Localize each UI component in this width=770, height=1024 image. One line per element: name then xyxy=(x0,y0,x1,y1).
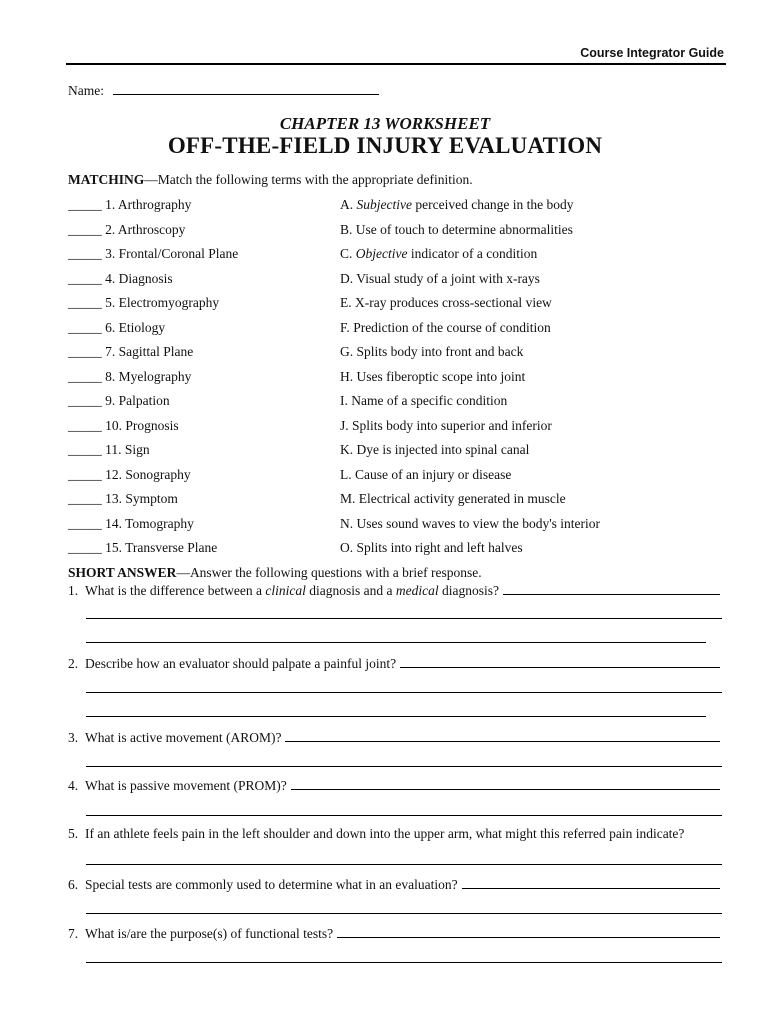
question-number: 1. xyxy=(68,583,79,598)
matching-answer-blank[interactable]: _____ xyxy=(68,197,106,212)
definition-letter: H. xyxy=(340,368,357,384)
guide-header-label: Course Integrator Guide xyxy=(580,46,724,60)
definition-text: Splits body into front and back xyxy=(356,344,524,359)
matching-answer-blank[interactable]: _____ xyxy=(68,466,106,482)
matching-answer-blank[interactable]: _____ xyxy=(68,491,106,506)
definition-letter: A. xyxy=(340,197,357,212)
matching-answer-blank[interactable]: _____ xyxy=(68,246,106,261)
definition-emphasis: Objective xyxy=(355,246,408,261)
matching-term-text: 14. Tomography xyxy=(105,515,194,531)
matching-answer-blank[interactable]: _____ xyxy=(68,368,106,384)
definition-letter: G. xyxy=(340,344,357,359)
definition-text: Splits into right and left halves xyxy=(356,540,523,555)
question-number: 5. xyxy=(68,826,79,841)
matching-definition xyxy=(340,540,523,556)
definition-letter: O. xyxy=(340,540,357,555)
question-emphasis: medical xyxy=(395,583,439,598)
question-text: What is/are the purpose(s) of functional tests? xyxy=(85,926,334,941)
question-emphasis: clinical xyxy=(265,583,306,598)
definition-text: Splits body into superior and inferior xyxy=(352,417,552,433)
name-field[interactable] xyxy=(68,82,379,99)
matching-answer-blank[interactable]: _____ xyxy=(68,393,106,408)
answer-line[interactable] xyxy=(86,766,722,767)
definition-text: Cause of an injury or disease xyxy=(355,466,512,482)
question-text: What is passive movement (PROM)? xyxy=(85,778,287,793)
name-label: Name: xyxy=(68,83,104,98)
answer-line[interactable] xyxy=(86,692,722,693)
definition-emphasis: Subjective xyxy=(356,197,412,212)
matching-row xyxy=(68,271,728,291)
answer-inline-line[interactable] xyxy=(285,729,720,742)
short-answer-instruction-text: —Answer the following questions with a brief response. xyxy=(176,565,482,580)
matching-term-text: 13. Symptom xyxy=(105,491,178,506)
matching-row xyxy=(68,320,728,340)
matching-row xyxy=(68,540,728,560)
matching-term[interactable] xyxy=(68,467,191,483)
matching-term[interactable] xyxy=(68,393,170,409)
question-number: 7. xyxy=(68,926,79,941)
question-6 xyxy=(68,876,724,893)
matching-definition xyxy=(340,418,552,434)
matching-term-text: 2. Arthroscopy xyxy=(105,221,186,237)
answer-line[interactable] xyxy=(86,864,722,865)
answer-line[interactable] xyxy=(86,913,722,914)
matching-term-text: 6. Etiology xyxy=(105,319,166,335)
matching-term-text: 15. Transverse Plane xyxy=(105,540,218,555)
matching-answer-blank[interactable]: _____ xyxy=(68,270,106,286)
matching-definition xyxy=(340,295,552,311)
matching-definition xyxy=(340,246,537,262)
matching-term[interactable] xyxy=(68,491,178,507)
answer-inline-line[interactable] xyxy=(337,925,720,938)
matching-term[interactable] xyxy=(68,418,179,434)
matching-answer-blank[interactable]: _____ xyxy=(68,417,106,433)
matching-answer-blank[interactable]: _____ xyxy=(68,442,106,457)
definition-letter: D. xyxy=(340,270,357,286)
definition-text: Prediction of the course of condition xyxy=(353,319,551,335)
matching-row xyxy=(68,491,728,511)
answer-line[interactable] xyxy=(86,618,722,619)
matching-definition xyxy=(340,320,551,336)
question-number: 2. xyxy=(68,656,79,671)
question-1 xyxy=(68,582,724,599)
definition-text: Uses sound waves to view the body's interior xyxy=(356,515,601,531)
matching-answer-blank[interactable]: _____ xyxy=(68,344,106,359)
definition-letter: I. xyxy=(340,393,352,408)
matching-row xyxy=(68,393,728,413)
question-4 xyxy=(68,777,724,794)
question-2 xyxy=(68,655,724,672)
matching-definition xyxy=(340,516,600,532)
question-text: diagnosis? xyxy=(438,583,500,598)
question-number: 4. xyxy=(68,778,79,793)
matching-row xyxy=(68,197,728,217)
matching-row xyxy=(68,442,728,462)
definition-text: Dye is injected into spinal canal xyxy=(356,442,530,457)
matching-term[interactable] xyxy=(68,344,193,360)
matching-term[interactable] xyxy=(68,246,238,262)
matching-answer-blank[interactable]: _____ xyxy=(68,319,106,335)
answer-inline-line[interactable] xyxy=(400,655,720,668)
matching-definition xyxy=(340,442,529,458)
definition-letter: M. xyxy=(340,491,359,506)
matching-term[interactable] xyxy=(68,271,173,287)
matching-row xyxy=(68,222,728,242)
question-number: 3. xyxy=(68,730,79,745)
matching-row xyxy=(68,344,728,364)
question-text: What is active movement (AROM)? xyxy=(85,730,282,745)
matching-definition xyxy=(340,344,523,360)
question-5 xyxy=(68,826,724,842)
definition-text: Electrical activity generated in muscle xyxy=(358,491,566,506)
matching-row xyxy=(68,369,728,389)
answer-line[interactable] xyxy=(86,815,722,816)
matching-term[interactable] xyxy=(68,442,150,458)
definition-letter: L. xyxy=(340,466,355,482)
matching-definition xyxy=(340,271,540,287)
matching-answer-blank[interactable]: _____ xyxy=(68,295,106,310)
definition-letter: B. xyxy=(340,221,356,237)
definition-letter: J. xyxy=(340,417,353,433)
short-answer-heading: SHORT ANSWER xyxy=(68,565,177,580)
question-number: 6. xyxy=(68,877,79,892)
matching-row xyxy=(68,418,728,438)
matching-definition xyxy=(340,491,566,507)
matching-term-text: 12. Sonography xyxy=(105,466,191,482)
matching-definition xyxy=(340,197,574,213)
worksheet-title: OFF-THE-FIELD INJURY EVALUATION xyxy=(167,133,603,158)
matching-term[interactable] xyxy=(68,369,191,385)
answer-inline-line[interactable] xyxy=(462,876,720,889)
matching-row xyxy=(68,295,728,315)
short-answer-instruction xyxy=(68,565,482,581)
definition-text: perceived change in the body xyxy=(411,197,574,212)
matching-heading: MATCHING xyxy=(68,172,145,187)
answer-line[interactable] xyxy=(86,716,706,717)
definition-text: Name of a specific condition xyxy=(351,393,508,408)
matching-definition xyxy=(340,222,573,238)
name-blank-line[interactable] xyxy=(113,82,379,95)
question-text: diagnosis and a xyxy=(305,583,396,598)
question-text: Describe how an evaluator should palpate a painful joint? xyxy=(85,656,397,671)
question-text: If an athlete feels pain in the left shoulder and down into the upper arm, what might this referred pain indicate? xyxy=(85,826,685,841)
definition-letter: F. xyxy=(340,319,354,335)
matching-term[interactable] xyxy=(68,295,219,311)
matching-term[interactable] xyxy=(68,222,185,238)
definition-text: Visual study of a joint with x-rays xyxy=(356,270,540,286)
matching-definition xyxy=(340,467,511,483)
chapter-heading: CHAPTER 13 WORKSHEET xyxy=(279,114,491,133)
matching-row xyxy=(68,246,728,266)
question-3 xyxy=(68,729,724,746)
matching-term-text: 9. Palpation xyxy=(105,393,170,408)
answer-line[interactable] xyxy=(86,962,722,963)
matching-instruction-text: —Match the following terms with the appropriate definition. xyxy=(144,172,473,187)
matching-term-text: 11. Sign xyxy=(105,442,150,457)
definition-text: Use of touch to determine abnormalities xyxy=(355,221,573,237)
definition-text: X-ray produces cross-sectional view xyxy=(355,295,552,310)
matching-term-text: 4. Diagnosis xyxy=(105,270,173,286)
matching-term-text: 5. Electromyography xyxy=(105,295,220,310)
matching-row xyxy=(68,467,728,487)
matching-answer-blank[interactable]: _____ xyxy=(68,515,106,531)
matching-instruction xyxy=(68,172,473,188)
answer-inline-line[interactable] xyxy=(503,582,720,595)
header-rule xyxy=(66,63,726,65)
matching-term-text: 3. Frontal/Coronal Plane xyxy=(105,246,239,261)
matching-term[interactable] xyxy=(68,516,194,532)
answer-line[interactable] xyxy=(86,642,706,643)
question-text: Special tests are commonly used to determine what in an evaluation? xyxy=(85,877,458,892)
matching-definition xyxy=(340,369,525,385)
definition-letter: N. xyxy=(340,515,357,531)
matching-answer-blank[interactable]: _____ xyxy=(68,540,106,555)
definition-letter: E. xyxy=(340,295,355,310)
definition-text: indicator of a condition xyxy=(407,246,538,261)
question-7 xyxy=(68,925,724,942)
answer-inline-line[interactable] xyxy=(291,777,720,790)
matching-answer-blank[interactable]: _____ xyxy=(68,221,106,237)
matching-definition xyxy=(340,393,507,409)
matching-term-text: 1. Arthrography xyxy=(105,197,192,212)
matching-term-text: 10. Prognosis xyxy=(105,417,179,433)
matching-term-text: 7. Sagittal Plane xyxy=(105,344,194,359)
matching-term-text: 8. Myelography xyxy=(105,368,192,384)
matching-term[interactable] xyxy=(68,540,217,556)
definition-letter: K. xyxy=(340,442,357,457)
definition-letter: C. xyxy=(340,246,356,261)
definition-text: Uses fiberoptic scope into joint xyxy=(356,368,526,384)
matching-term[interactable] xyxy=(68,197,191,213)
matching-row xyxy=(68,516,728,536)
matching-term[interactable] xyxy=(68,320,165,336)
question-text: What is the difference between a xyxy=(85,583,266,598)
